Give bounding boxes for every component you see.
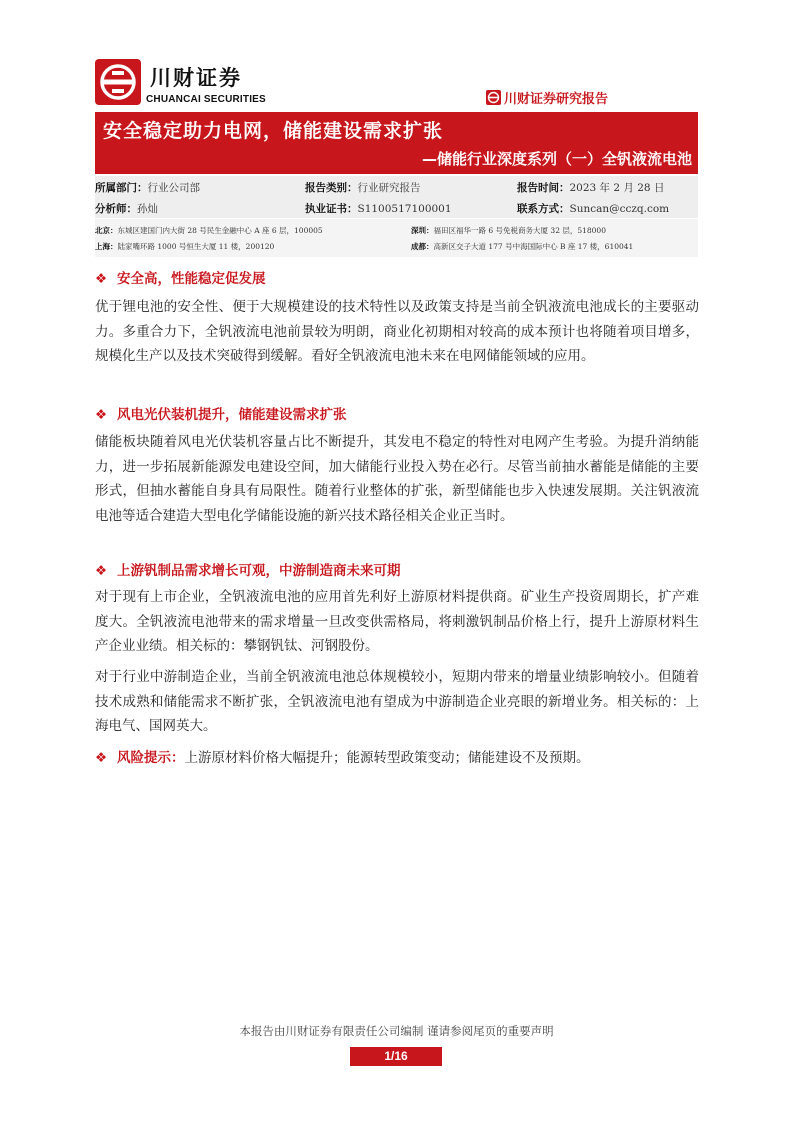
meta-row — [95, 197, 698, 218]
brand-name-en: CHUANCAI SECURITIES — [146, 94, 266, 105]
mini-brand-logo-icon — [486, 90, 501, 105]
section-title-text: 安全高，性能稳定促发展 — [117, 271, 266, 287]
section-title — [95, 267, 266, 287]
meta-value: 行业公司部 — [147, 182, 200, 194]
address-key: 北京： — [95, 226, 118, 235]
risk-text: 上游原材料价格大幅提升；能源转型政策变动；储能建设不及预期。 — [184, 750, 590, 766]
page-number: 1/16 — [350, 1047, 442, 1066]
paragraph: 储能板块随着风电光伏装机容量占比不断提升，其发电不稳定的特性对电网产生考验。为提升消纳能力，进一步拓展新能源发电建设空间，加大储能行业投入势在必行。尽管当前抽水蓄能是储能的主要形式，但抽水蓄能自身具有局限性。随着行业整体的扩张，新型储能也步入快速发展期。关注钒液流电池等适合建造大型电化学储能设施的新兴技术路径相关企业正当时。 — [95, 434, 699, 524]
meta-dept — [95, 180, 200, 195]
meta-contact — [517, 201, 669, 216]
address-chengdu — [411, 241, 633, 252]
meta-key: 分析师： — [95, 203, 137, 215]
paragraph: 对于现有上市企业，全钒液流电池的应用首先利好上游原材料提供商。矿业生产投资周期长，扩产难度大。全钒液流电池带来的需求增量一旦改变供需格局，将刺激钒制品价格上行，提升上游原材料生产企业业绩。相关标的：攀钢钒钛、河钢股份。 — [95, 589, 699, 654]
meta-analyst — [95, 201, 158, 216]
address-value: 陆家嘴环路 1000 号恒生大厦 11 楼，200120 — [117, 242, 275, 251]
meta-date — [517, 180, 664, 195]
diamond-bullet-icon: ❖ — [95, 750, 108, 766]
report-tag — [486, 88, 608, 107]
paragraph: 对于行业中游制造企业，当前全钒液流电池总体规模较小，短期内带来的增量业绩影响较小。但随着技术成熟和储能需求不断扩张，全钒液流电池有望成为中游制造企业亮眼的新增业务。相关标的：上海电气、国网英大。 — [95, 669, 699, 734]
brand-logo-icon — [95, 59, 141, 105]
title-banner — [95, 112, 698, 174]
section-title — [95, 403, 347, 423]
address-shanghai — [95, 241, 274, 252]
address-value: 福田区福华一路 6 号免税商务大厦 32 层，518000 — [433, 226, 606, 235]
office-addresses — [95, 219, 698, 257]
meta-value: 行业研究报告 — [357, 182, 421, 194]
meta-contact-email[interactable]: Suncan@cczq.com — [569, 203, 670, 215]
meta-key: 报告时间： — [517, 182, 570, 194]
section-title-text: 上游钒制品需求增长可观，中游制造商未来可期 — [117, 563, 401, 579]
diamond-bullet-icon: ❖ — [95, 407, 108, 423]
section-title-text: 风电光伏装机提升，储能建设需求扩张 — [117, 407, 347, 423]
report-tag-label: 川财证券研究报告 — [503, 92, 608, 107]
meta-key: 所属部门： — [95, 182, 148, 194]
address-beijing — [95, 225, 323, 236]
brand-name-cn: 川财证券 — [150, 66, 242, 90]
meta-type — [305, 180, 421, 195]
section-title — [95, 559, 401, 579]
meta-key: 联系方式： — [517, 203, 570, 215]
footer-disclaimer: 本报告由川财证券有限责任公司编制 谨请参阅尾页的重要声明 — [239, 1024, 554, 1038]
diamond-bullet-icon: ❖ — [95, 563, 108, 579]
address-key: 成都： — [411, 242, 434, 251]
meta-cert — [305, 201, 452, 216]
address-key: 深圳： — [411, 226, 434, 235]
report-title: 安全稳定助力电网，储能建设需求扩张 — [103, 120, 444, 142]
meta-value: S1100517100001 — [357, 203, 452, 215]
meta-key: 执业证书： — [305, 203, 358, 215]
report-meta — [95, 176, 698, 218]
risk-note — [95, 746, 590, 766]
meta-key: 报告类别： — [305, 182, 358, 194]
paragraph: 优于锂电池的安全性、便于大规模建设的技术特性以及政策支持是当前全钒液流电池成长的主要驱动力。多重合力下，全钒液流电池前景较为明朗，商业化初期相对较高的成本预计也将随着项目增多，规模化生产以及技术突破得到缓解。看好全钒液流电池未来在电网储能领域的应用。 — [95, 299, 699, 364]
address-value: 东城区建国门内大街 28 号民生金融中心 A 座 6 层，100005 — [117, 226, 323, 235]
risk-label: 风险提示： — [117, 750, 185, 766]
address-shenzhen — [411, 225, 606, 236]
diamond-bullet-icon: ❖ — [95, 271, 108, 287]
meta-value: 孙灿 — [137, 203, 158, 215]
meta-row — [95, 176, 698, 197]
report-subtitle: —储能行业深度系列（一）全钒液流电池 — [421, 150, 692, 168]
meta-value: 2023 年 2 月 28 日 — [569, 182, 665, 194]
address-value: 高新区交子大道 177 号中海国际中心 B 座 17 楼，610041 — [433, 242, 634, 251]
address-key: 上海： — [95, 242, 118, 251]
